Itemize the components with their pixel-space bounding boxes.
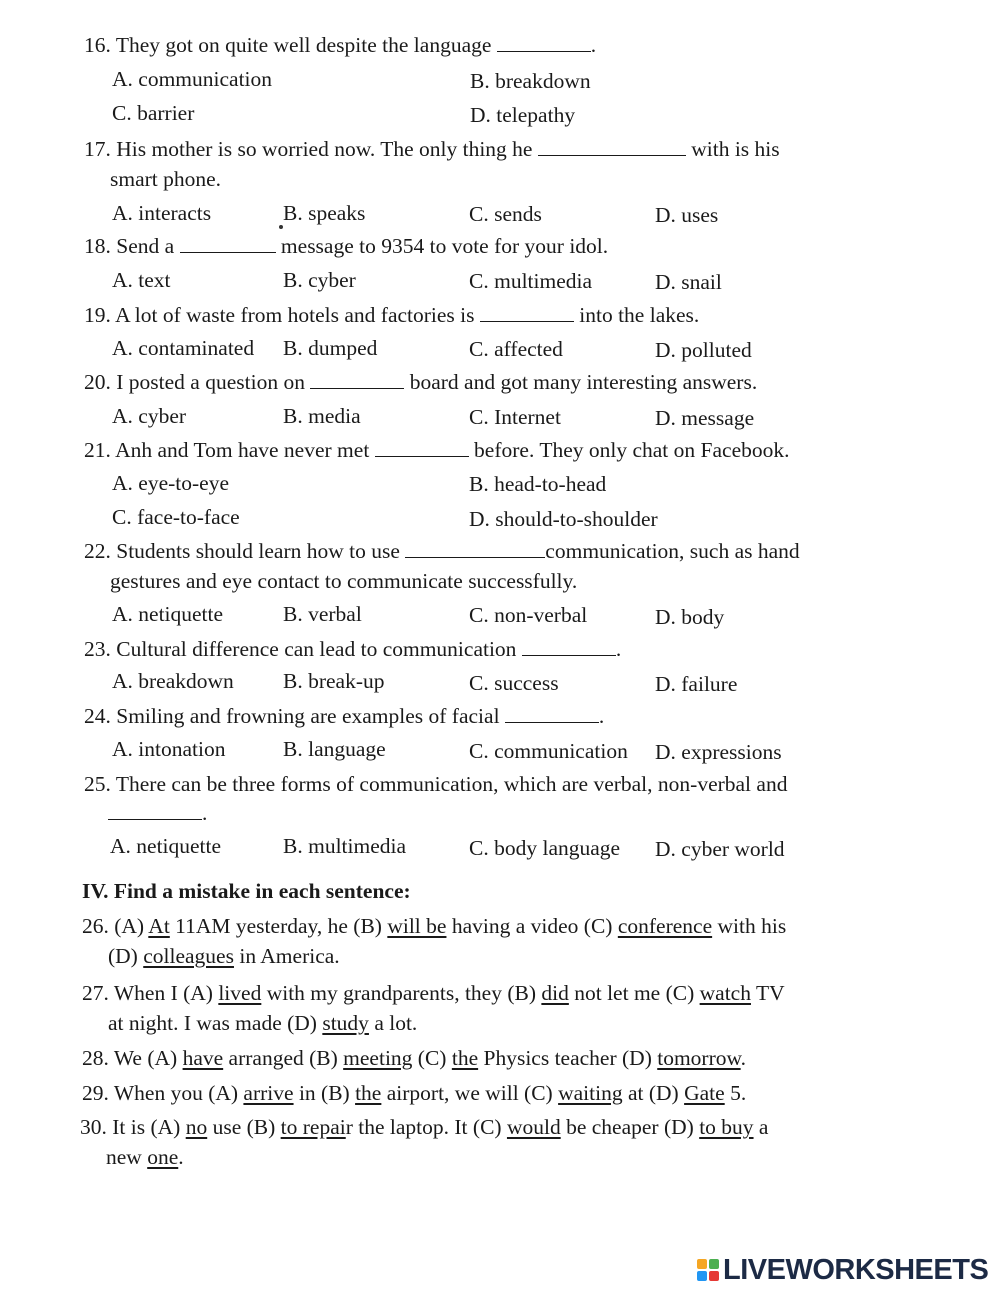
option-b: B. head-to-head: [469, 472, 607, 496]
question-25: 25. There can be three forms of communication, which are verbal, non-verbal and: [84, 772, 788, 796]
answer-blank[interactable]: [497, 33, 591, 52]
option-b: B. cyber: [283, 268, 356, 292]
answer-blank[interactable]: [538, 137, 686, 156]
option-b-word[interactable]: the: [355, 1081, 382, 1105]
option-b: B. break-up: [283, 669, 385, 693]
answer-blank[interactable]: [108, 801, 202, 820]
option-c: C. success: [469, 671, 559, 695]
logo-square-4: [709, 1271, 719, 1281]
option-b: B. language: [283, 737, 386, 761]
option-a: A. breakdown: [112, 669, 234, 693]
question-18: 18. Send a message to 9354 to vote for your idol.: [84, 234, 609, 258]
option-c: C. barrier: [112, 101, 195, 125]
option-c: C. non-verbal: [469, 603, 588, 627]
option-c: C. face-to-face: [112, 505, 240, 529]
option-c: C. body language: [469, 836, 621, 860]
option-d: D. expressions: [655, 740, 782, 764]
sentence-26: 26. (A) At 11AM yesterday, he (B) will be having a video (C) conference with his: [82, 914, 787, 938]
option-d: D. body: [655, 605, 725, 629]
option-a: A. intonation: [112, 737, 226, 761]
option-b-word[interactable]: did: [541, 981, 569, 1005]
option-b: B. verbal: [283, 602, 362, 626]
option-d: D. polluted: [655, 338, 752, 362]
answer-blank[interactable]: [405, 539, 545, 558]
logo-text: LIVEWORKSHEETS: [723, 1253, 989, 1286]
liveworksheets-logo[interactable]: [697, 1253, 988, 1287]
option-b: B. multimedia: [283, 834, 407, 858]
option-d-word[interactable]: to buy: [699, 1115, 754, 1139]
option-a: A. eye-to-eye: [112, 471, 229, 495]
question-24: 24. Smiling and frowning are examples of facial .: [84, 704, 605, 728]
option-b: B. breakdown: [470, 69, 591, 93]
answer-blank[interactable]: [180, 234, 276, 253]
sentence-29: 29. When you (A) arrive in (B) the airport, we will (C) waiting at (D) Gate 5.: [82, 1081, 747, 1105]
question-17: 17. His mother is so worried now. The only thing he with is his: [84, 137, 780, 161]
option-c: C. Internet: [469, 405, 561, 429]
option-d-word[interactable]: study: [322, 1011, 369, 1035]
sentence-30: 30. It is (A) no use (B) to repair the laptop. It (C) would be cheaper (D) to buy a: [80, 1115, 769, 1139]
option-a: A. communication: [112, 67, 273, 91]
question-25-continued: .: [108, 800, 207, 826]
option-c: C. communication: [469, 739, 628, 763]
answer-blank[interactable]: [505, 704, 599, 723]
question-17-continued: smart phone.: [110, 167, 222, 191]
option-d: D. should-to-shoulder: [469, 507, 658, 531]
option-d-word[interactable]: tomorrow: [657, 1046, 741, 1070]
option-a-word[interactable]: arrive: [243, 1081, 294, 1105]
option-a-word[interactable]: lived: [218, 981, 262, 1005]
option-d: D. cyber world: [655, 837, 785, 861]
sentence-27: 27. When I (A) lived with my grandparents, they (B) did not let me (C) watch TV: [82, 981, 785, 1005]
sentence-27-continued: at night. I was made (D) study a lot.: [108, 1011, 418, 1035]
option-c-word[interactable]: would: [506, 1115, 561, 1139]
section-heading: IV. Find a mistake in each sentence:: [82, 879, 411, 903]
option-a-word[interactable]: At: [148, 914, 170, 938]
option-d: D. snail: [655, 270, 722, 294]
underlined-word[interactable]: one: [147, 1145, 179, 1169]
option-d: D. failure: [655, 672, 738, 696]
option-a: A. text: [112, 268, 171, 292]
question-16: 16. They got on quite well despite the language .: [84, 33, 597, 57]
option-a-word[interactable]: no: [185, 1115, 208, 1139]
option-b-word[interactable]: to repai: [280, 1115, 346, 1139]
option-c: C. multimedia: [469, 269, 593, 293]
logo-grid-icon: [697, 1259, 719, 1281]
answer-blank[interactable]: [522, 637, 616, 656]
logo-square-1: [697, 1259, 707, 1269]
sentence-28: 28. We (A) have arranged (B) meeting (C) the Physics teacher (D) tomorrow.: [82, 1046, 747, 1070]
option-a: A. contaminated: [112, 336, 255, 360]
option-c: C. sends: [469, 202, 542, 226]
option-d: D. message: [655, 406, 755, 430]
option-a: A. cyber: [112, 404, 187, 428]
question-20: 20. I posted a question on board and got many interesting answers.: [84, 370, 758, 394]
question-23: 23. Cultural difference can lead to communication .: [84, 637, 622, 661]
option-c-word[interactable]: conference: [617, 914, 713, 938]
option-b: B. media: [283, 404, 361, 428]
sentence-26-continued: (D) colleagues in America.: [108, 944, 340, 968]
option-a: A. interacts: [112, 201, 212, 225]
option-b-word[interactable]: meeting: [343, 1046, 413, 1070]
option-c-word[interactable]: waiting: [558, 1081, 623, 1105]
answer-blank[interactable]: [480, 303, 574, 322]
question-22: 22. Students should learn how to use communication, such as hand: [84, 539, 800, 563]
option-d: D. telepathy: [470, 103, 576, 127]
option-d-word[interactable]: Gate: [684, 1081, 725, 1105]
option-c: C. affected: [469, 337, 563, 361]
speck-mark: [279, 225, 283, 229]
option-c-word[interactable]: watch: [699, 981, 751, 1005]
logo-square-3: [697, 1271, 707, 1281]
answer-blank[interactable]: [310, 370, 404, 389]
logo-square-2: [709, 1259, 719, 1269]
sentence-30-continued: new one.: [106, 1145, 184, 1169]
option-b: B. speaks: [283, 201, 366, 225]
option-c-word[interactable]: the: [451, 1046, 479, 1070]
question-19: 19. A lot of waste from hotels and factories is into the lakes.: [84, 303, 700, 327]
option-a: A. netiquette: [112, 602, 224, 626]
option-a-word[interactable]: have: [182, 1046, 224, 1070]
answer-blank[interactable]: [375, 438, 469, 457]
option-d: D. uses: [655, 203, 719, 227]
option-b-word[interactable]: will be: [387, 914, 447, 938]
question-21: 21. Anh and Tom have never met before. They only chat on Facebook.: [84, 438, 790, 462]
option-d-word[interactable]: colleagues: [143, 944, 234, 968]
option-b: B. dumped: [283, 336, 378, 360]
question-22-continued: gestures and eye contact to communicate successfully.: [110, 569, 578, 593]
option-a: A. netiquette: [110, 834, 222, 858]
